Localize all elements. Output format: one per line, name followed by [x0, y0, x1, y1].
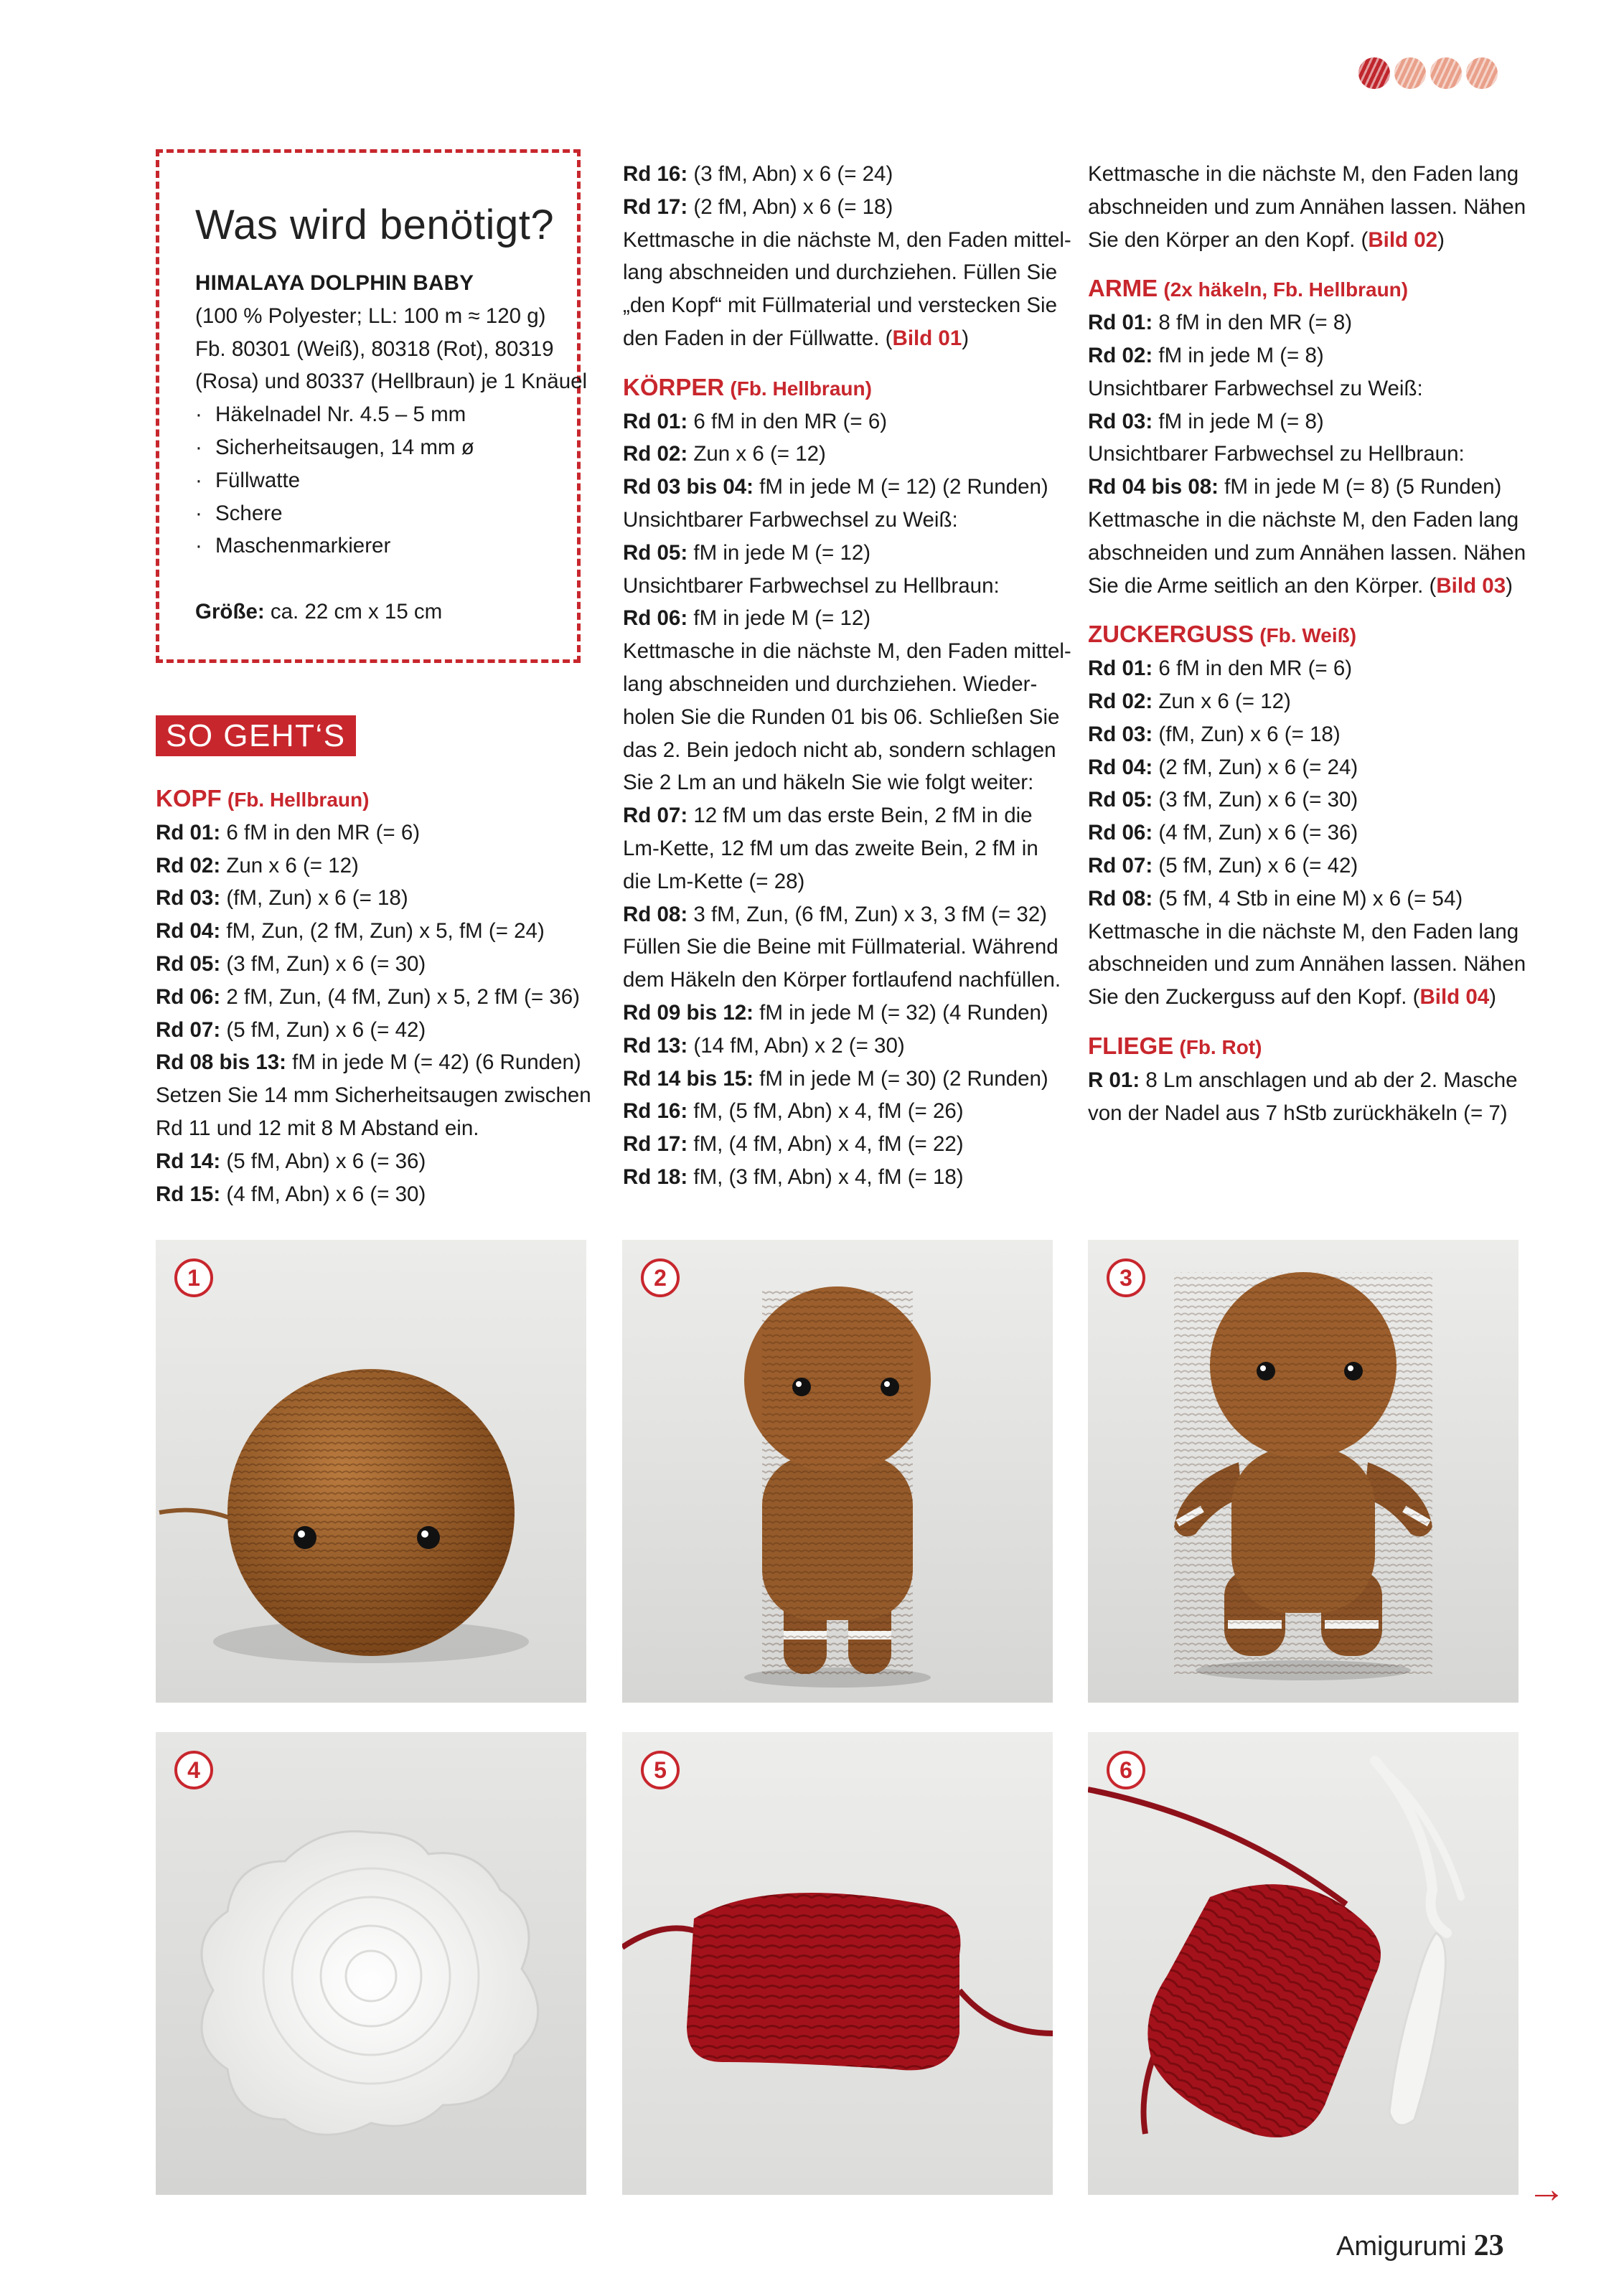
instruction-row: Rd 04: fM, Zun, (2 fM, Zun) x 5, fM (= 24) — [156, 919, 545, 944]
instruction-row: dem Häkeln den Körper fortlaufend nachfüllen. — [623, 968, 1061, 992]
material-item: · Maschenmarkierer — [195, 534, 391, 558]
instruction-row: Füllen Sie die Beine mit Füllmaterial. Während — [623, 935, 1059, 959]
body-illustration — [622, 1240, 1053, 1703]
photo-bow — [622, 1732, 1053, 2195]
instruction-row: das 2. Bein jedoch nicht ab, sondern schlagen — [623, 738, 1056, 762]
photo-icing — [156, 1732, 586, 2195]
instruction-row: Rd 05: (3 fM, Zun) x 6 (= 30) — [156, 951, 426, 976]
yarn-ball-icon — [1394, 57, 1426, 89]
instruction-row: Rd 01: 6 fM in den MR (= 6) — [1088, 657, 1353, 681]
photo-number-badge: 4 — [174, 1751, 213, 1789]
instruction-row: abschneiden und zum Annähen lassen. Nähen — [1088, 952, 1526, 977]
instruction-row: Rd 01: 8 fM in den MR (= 8) — [1088, 311, 1353, 335]
instruction-row: Lm-Kette, 12 fM um das zweite Bein, 2 fM in — [623, 836, 1038, 860]
text-line: Kettmasche in die nächste M, den Faden lang — [1088, 162, 1519, 186]
yarn-name: HIMALAYA DOLPHIN BABY — [195, 271, 474, 295]
instruction-row: Kettmasche in die nächste M, den Faden lang — [1088, 919, 1519, 944]
instruction-row: Rd 04: (2 fM, Zun) x 6 (= 24) — [1088, 755, 1358, 779]
text-line: Sie den Körper an den Kopf. (Bild 02) — [1088, 227, 1445, 252]
arms-illustration — [1088, 1240, 1519, 1703]
instruction-row: Rd 11 und 12 mit 8 M Abstand ein. — [156, 1116, 479, 1140]
photo-head — [156, 1240, 586, 1703]
instruction-row: abschneiden und zum Annähen lassen. Nähen — [1088, 540, 1526, 565]
instruction-row: Kettmasche in die nächste M, den Faden mittel- — [623, 227, 1071, 252]
material-item: · Füllwatte — [195, 468, 301, 492]
instruction-row: Rd 08: (5 fM, 4 Stb in eine M) x 6 (= 54) — [1088, 886, 1463, 911]
instruction-row: Rd 09 bis 12: fM in jede M (= 32) (4 Runden) — [623, 1000, 1048, 1025]
next-page-arrow-icon: → — [1527, 2168, 1566, 2211]
size-line: Größe: ca. 22 cm x 15 cm — [195, 600, 443, 624]
instruction-row: Rd 01: 6 fM in den MR (= 6) — [156, 820, 421, 844]
instruction-row: Kettmasche in die nächste M, den Faden mittel- — [623, 639, 1071, 664]
koerper-heading: KÖRPER (Fb. Hellbraun) — [623, 373, 872, 400]
photo-number-badge: 2 — [641, 1258, 680, 1297]
photo-number-badge: 6 — [1107, 1751, 1145, 1789]
instruction-row: Rd 14 bis 15: fM in jede M (= 30) (2 Runden) — [623, 1066, 1048, 1091]
instruction-row: Rd 06: (4 fM, Zun) x 6 (= 36) — [1088, 821, 1358, 845]
photo-with-arms — [1088, 1240, 1519, 1703]
instruction-row: Rd 03: (fM, Zun) x 6 (= 18) — [156, 886, 408, 911]
instruction-row: Rd 08 bis 13: fM in jede M (= 42) (6 Runden) — [156, 1050, 581, 1075]
column-3 — [1088, 158, 1533, 1129]
arme-heading: ARME (2x häkeln, Fb. Hellbraun) — [1088, 275, 1409, 302]
instruction-row: Rd 13: (14 fM, Abn) x 2 (= 30) — [623, 1033, 905, 1058]
instruction-row: holen Sie die Runden 01 bis 06. Schließen Sie — [623, 705, 1060, 729]
instruction-row: Rd 18: fM, (3 fM, Abn) x 4, fM (= 18) — [623, 1165, 964, 1189]
instruction-row: Rd 02: fM in jede M (= 8) — [1088, 343, 1324, 367]
instruction-row: „den Kopf“ mit Füllmaterial und verstecken Sie — [623, 293, 1058, 318]
instruction-row: Rd 08: 3 fM, Zun, (6 fM, Zun) x 3, 3 fM (= 32) — [623, 902, 1047, 926]
instruction-row: Rd 04 bis 08: fM in jede M (= 8) (5 Runden) — [1088, 475, 1502, 499]
instruction-row: die Lm-Kette (= 28) — [623, 869, 805, 893]
instruction-row: Rd 01: 6 fM in den MR (= 6) — [623, 409, 888, 433]
instruction-row: Rd 03: (fM, Zun) x 6 (= 18) — [1088, 722, 1341, 746]
photo-number-badge: 5 — [641, 1751, 680, 1789]
head-illustration — [156, 1240, 586, 1703]
instruction-row: von der Nadel aus 7 hStb zurückhäkeln (= 7) — [1088, 1101, 1508, 1125]
yarn-info-line: (100 % Polyester; LL: 100 m ≈ 120 g) — [195, 304, 546, 328]
instruction-row: Rd 15: (4 fM, Abn) x 6 (= 30) — [156, 1182, 426, 1206]
bow-illustration — [622, 1732, 1053, 2195]
yarn-info-line: Fb. 80301 (Weiß), 80318 (Rot), 80319 — [195, 337, 554, 361]
instruction-row: Setzen Sie 14 mm Sicherheitsaugen zwischen — [156, 1083, 591, 1108]
kopf-heading: KOPF (Fb. Hellbraun) — [156, 785, 370, 811]
column-1 — [156, 782, 591, 1210]
photo-body — [622, 1240, 1053, 1703]
instruction-row: lang abschneiden und durchziehen. Füllen Sie — [623, 260, 1058, 285]
yarn-ball-icon — [1358, 57, 1390, 89]
material-item: · Häkelnadel Nr. 4.5 – 5 mm — [195, 403, 466, 427]
instruction-row: Unsichtbarer Farbwechsel zu Weiß: — [623, 507, 958, 532]
instruction-row: Rd 07: (5 fM, Zun) x 6 (= 42) — [1088, 853, 1358, 878]
instruction-row: Rd 14: (5 fM, Abn) x 6 (= 36) — [156, 1149, 426, 1173]
icing-illustration — [156, 1732, 586, 2195]
zuckerguss-heading: ZUCKERGUSS (Fb. Weiß) — [1088, 621, 1357, 648]
yarn-icons — [1358, 57, 1498, 89]
instruction-row: Rd 07: (5 fM, Zun) x 6 (= 42) — [156, 1017, 426, 1042]
yarn-ball-icon — [1466, 57, 1498, 89]
photo-number-badge: 3 — [1107, 1258, 1145, 1297]
instruction-row: Rd 16: fM, (5 fM, Abn) x 4, fM (= 26) — [623, 1099, 964, 1124]
photo-bow-detail — [1088, 1732, 1519, 2195]
text-line: abschneiden und zum Annähen lassen. Nähen — [1088, 194, 1526, 219]
material-item: · Sicherheitsaugen, 14 mm ø — [195, 435, 474, 459]
fliege-heading: FLIEGE (Fb. Rot) — [1088, 1032, 1262, 1059]
instruction-row: Rd 17: fM, (4 fM, Abn) x 4, fM (= 22) — [623, 1132, 964, 1157]
instruction-row: Kettmasche in die nächste M, den Faden lang — [1088, 507, 1519, 532]
materials-list — [195, 267, 588, 629]
instruction-row: Rd 17: (2 fM, Abn) x 6 (= 18) — [623, 194, 893, 219]
yarn-ball-icon — [1430, 57, 1462, 89]
yarn-info-line: (Rosa) und 80337 (Hellbraun) je 1 Knäuel — [195, 370, 588, 394]
instruction-row: Rd 03: fM in jede M (= 8) — [1088, 409, 1324, 433]
page-footer — [1336, 2229, 1504, 2263]
page-number: 23 — [1473, 2229, 1504, 2262]
photo-number-badge: 1 — [174, 1258, 213, 1297]
instruction-row: Rd 06: 2 fM, Zun, (4 fM, Zun) x 5, 2 fM (= 36) — [156, 984, 580, 1009]
instruction-row: Rd 05: fM in jede M (= 12) — [623, 540, 871, 565]
text-line: Sie den Zuckerguss auf den Kopf. (Bild 04) — [1088, 985, 1496, 1010]
column-2 — [623, 158, 1071, 1194]
instruction-row: Unsichtbarer Farbwechsel zu Hellbraun: — [623, 573, 1000, 598]
instruction-row: Rd 06: fM in jede M (= 12) — [623, 606, 871, 631]
instruction-row: Rd 02: Zun x 6 (= 12) — [1088, 689, 1291, 713]
instruction-row: Sie 2 Lm an und häkeln Sie wie folgt weiter: — [623, 771, 1034, 795]
instruction-row: Rd 02: Zun x 6 (= 12) — [623, 442, 826, 466]
instruction-row: Rd 16: (3 fM, Abn) x 6 (= 24) — [623, 162, 893, 186]
magazine-name: Amigurumi — [1336, 2231, 1467, 2262]
section-banner: SO GEHT‘S — [156, 715, 356, 756]
instruction-row: Rd 03 bis 04: fM in jede M (= 12) (2 Runden) — [623, 475, 1048, 499]
instruction-row: Rd 07: 12 fM um das erste Bein, 2 fM in die — [623, 804, 1033, 828]
bow-detail-illustration — [1088, 1732, 1519, 2195]
material-item: · Schere — [195, 501, 283, 525]
instruction-row: Unsichtbarer Farbwechsel zu Weiß: — [1088, 376, 1423, 400]
instruction-row: R 01: 8 Lm anschlagen und ab der 2. Masche — [1088, 1068, 1518, 1092]
instruction-row: lang abschneiden und durchziehen. Wieder- — [623, 672, 1038, 696]
text-line: Sie die Arme seitlich an den Körper. (Bild 03) — [1088, 573, 1513, 598]
instruction-row: Rd 05: (3 fM, Zun) x 6 (= 30) — [1088, 788, 1358, 812]
instruction-row: Rd 02: Zun x 6 (= 12) — [156, 853, 359, 878]
materials-title: Was wird benötigt? — [195, 202, 555, 248]
instruction-row: Unsichtbarer Farbwechsel zu Hellbraun: — [1088, 442, 1465, 466]
text-line: den Faden in der Füllwatte. (Bild 01) — [623, 326, 970, 350]
